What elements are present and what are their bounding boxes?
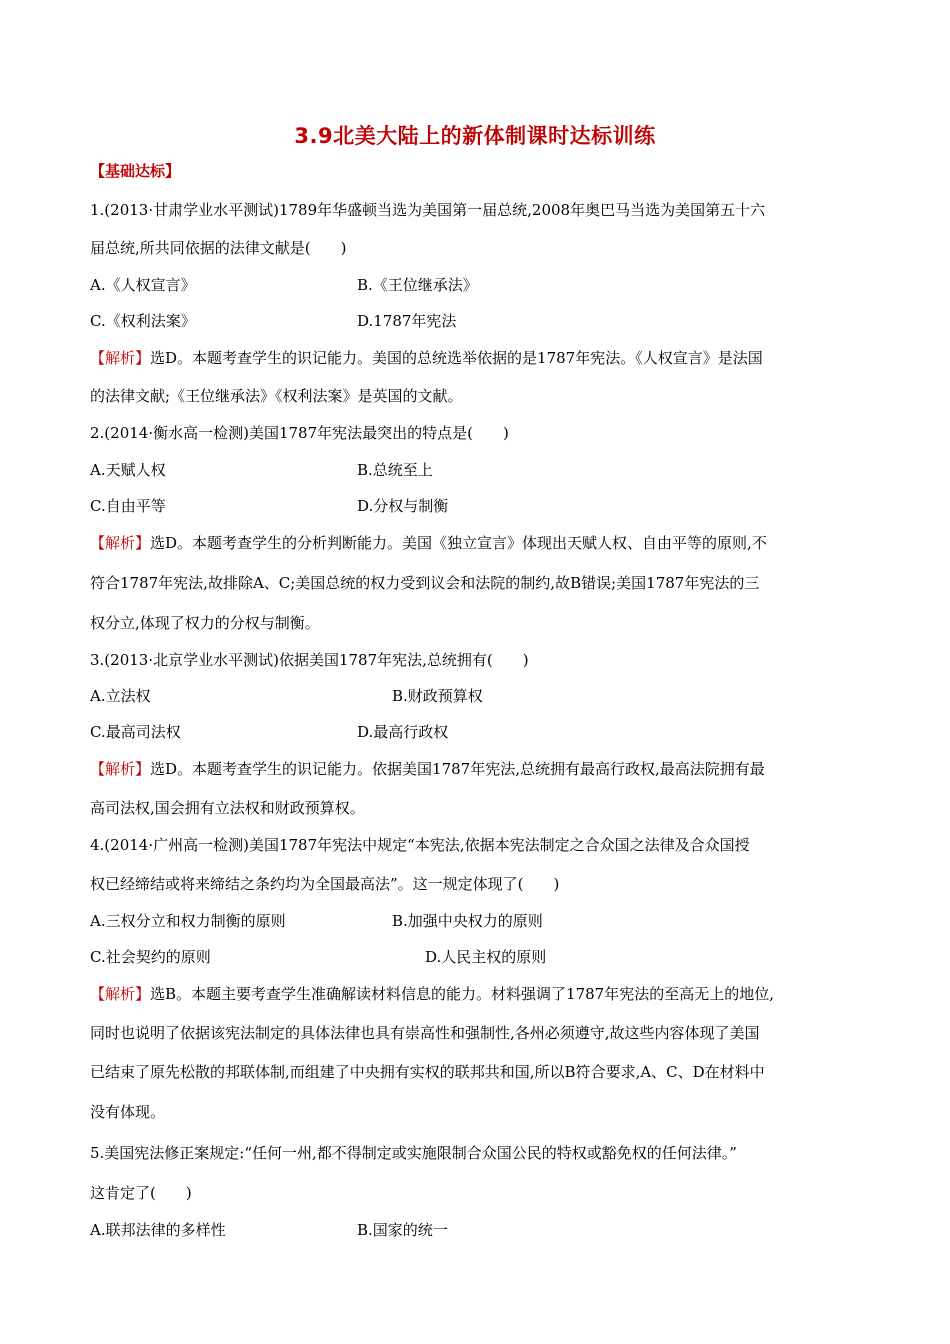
analysis-tag: 【解析】 [90,349,151,367]
q4-option-c: C.社会契约的原则 [90,948,211,966]
q2-analysis-line-2: 符合1787年宪法,故排除A、C;美国总统的权力受到议会和法院的制约,故B错误;美国1787年宪法的三 [90,574,760,592]
q1-analysis-line-1 [90,348,860,368]
analysis-tag: 【解析】 [90,760,151,778]
q3-option-c: C.最高司法权 [90,723,181,741]
q3-option-d: D.最高行政权 [357,723,449,741]
q3-option-b: B.财政预算权 [392,687,483,705]
q4-option-b: B.加强中央权力的原则 [392,912,543,930]
q4-stem-line-2: 权已经缔结或将来缔结之条约均为全国最高法”。这一规定体现了( ) [90,875,560,893]
q3-analysis-line-2: 高司法权,国会拥有立法权和财政预算权。 [90,799,365,817]
q4-analysis-line-1 [90,984,860,1004]
q5-stem-line-2: 这肯定了( ) [90,1184,192,1202]
q1-option-a: A.《人权宣言》 [90,276,196,294]
q4-option-a: A.三权分立和权力制衡的原则 [90,912,286,930]
q2-analysis-line-1 [90,533,860,553]
section-heading: 【基础达标】 [90,162,181,180]
q2-analysis-line-3: 权分立,体现了权力的分权与制衡。 [90,614,320,632]
q4-analysis-line-3: 已结束了原先松散的邦联体制,而组建了中央拥有实权的联邦共和国,所以B符合要求,A、C、D在材料中 [90,1063,765,1081]
q4-option-d: D.人民主权的原则 [425,948,547,966]
q1-stem-line-1: 1.(2013·甘肃学业水平测试)1789年华盛顿当选为美国第一届总统,2008年奥巴马当选为美国第五十六 [90,201,766,219]
q1-stem-line-2: 届总统,所共同依据的法律文献是( ) [90,239,347,257]
q1-option-d: D.1787年宪法 [357,312,457,330]
q2-option-a: A.天赋人权 [90,461,166,479]
q1-analysis-text: 选D。本题考查学生的识记能力。美国的总统选举依据的是1787年宪法。《人权宣言》是法国 [150,349,763,367]
q1-analysis-line-2: 的法律文献;《王位继承法》《权利法案》是英国的文献。 [90,387,463,405]
q5-option-b: B.国家的统一 [357,1221,448,1239]
q3-stem-line-1: 3.(2013·北京学业水平测试)依据美国1787年宪法,总统拥有( ) [90,651,529,669]
q2-option-b: B.总统至上 [357,461,433,479]
q4-stem-line-1: 4.(2014·广州高一检测)美国1787年宪法中规定“本宪法,依据本宪法制定之合众国之法律及合众国授 [90,836,750,854]
q4-analysis-text: 选B。本题主要考查学生准确解读材料信息的能力。材料强调了1787年宪法的至高无上的地位, [150,985,774,1003]
analysis-tag: 【解析】 [90,534,151,552]
q1-option-b: B.《王位继承法》 [357,276,478,294]
q4-analysis-line-2: 同时也说明了依据该宪法制定的具体法律也具有崇高性和强制性,各州必须遵守,故这些内容体现了美国 [90,1024,760,1042]
page-title: 3.9北美大陆上的新体制课时达标训练 [294,124,656,148]
q5-option-a: A.联邦法律的多样性 [90,1221,226,1239]
q4-analysis-line-4: 没有体现。 [90,1103,166,1121]
analysis-tag: 【解析】 [90,985,151,1003]
q3-option-a: A.立法权 [90,687,151,705]
q3-analysis-text: 选D。本题考查学生的识记能力。依据美国1787年宪法,总统拥有最高行政权,最高法院拥有最 [150,760,765,778]
q5-stem-line-1: 5.美国宪法修正案规定:“任何一州,都不得制定或实施限制合众国公民的特权或豁免权的任何法律。” [90,1144,737,1162]
q2-analysis-text: 选D。本题考查学生的分析判断能力。美国《独立宣言》体现出天赋人权、自由平等的原则,不 [150,534,767,552]
q2-option-c: C.自由平等 [90,497,166,515]
q1-option-c: C.《权利法案》 [90,312,196,330]
q2-stem-line-1: 2.(2014·衡水高一检测)美国1787年宪法最突出的特点是( ) [90,424,509,442]
q3-analysis-line-1 [90,759,860,779]
q2-option-d: D.分权与制衡 [357,497,449,515]
